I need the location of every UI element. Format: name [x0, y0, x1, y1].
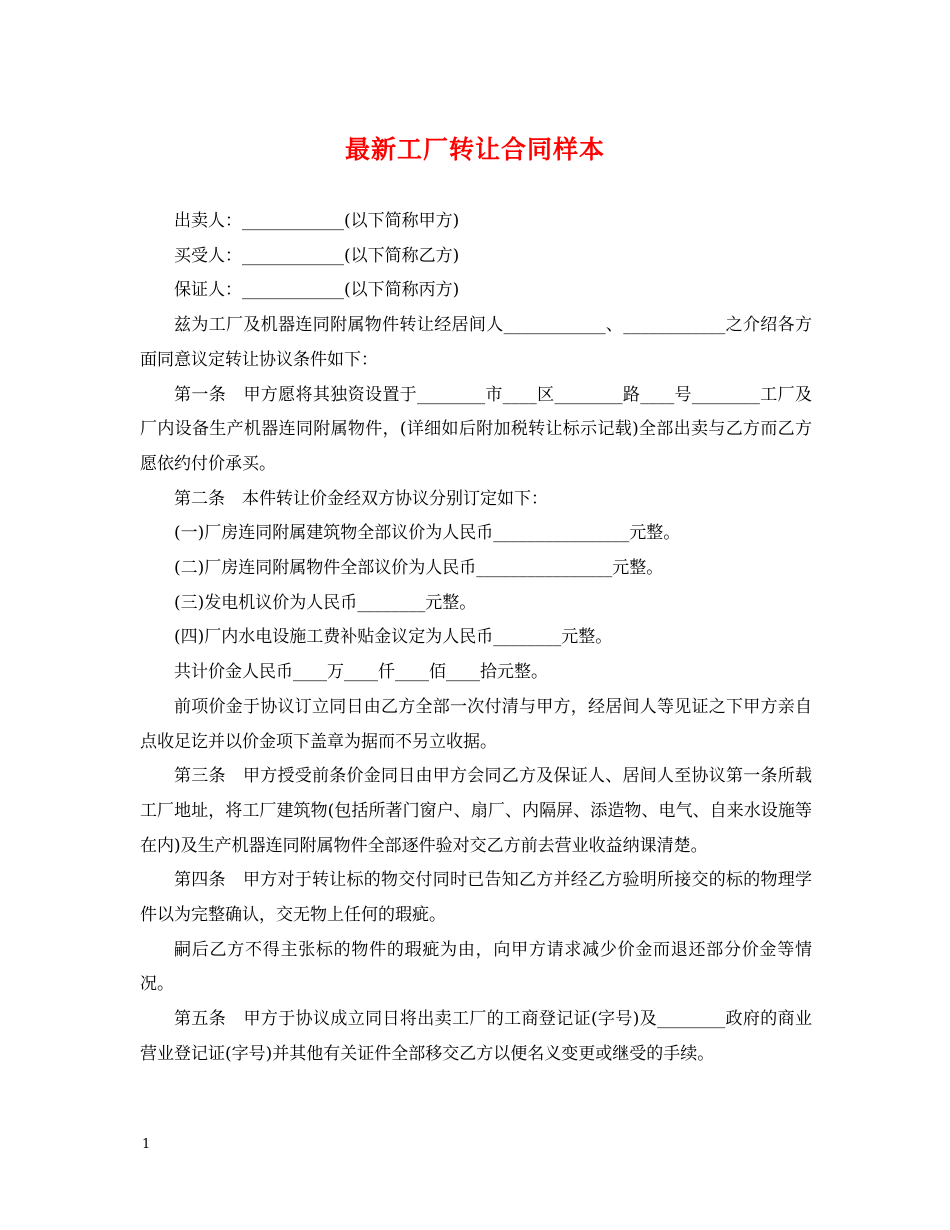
paragraph-price-item-1: (一)厂房连同附属建筑物全部议价为人民币________________元整。 [174, 523, 681, 544]
paragraph-price-item-4: (四)厂内水电设施工费补贴金议定为人民币________元整。 [174, 627, 613, 648]
paragraph-article-3: 第三条 甲方授受前条价金同日由甲方会同乙方及保证人、居间人至协议第一条所载工厂地址，将工厂建筑物(包括所著门窗户、扇厂、内隔屏、添造物、电气、自来水设施等在内)及生产机器连同附属物件全部逐件验对交乙方前去营业收益纳课清楚。 [140, 766, 812, 856]
paragraph-price-total: 共计价金人民币____万____仟____佰____拾元整。 [174, 662, 548, 683]
paragraph-article-2: 第二条 本件转让价金经双方协议分别订定如下： [174, 488, 548, 509]
paragraph-buyer: 买受人：____________(以下简称乙方) [174, 245, 460, 266]
paragraph-payment: 前项价金于协议订立同日由乙方全部一次付清与甲方，经居间人等见证之下甲方亲自点收足讫并以价金项下盖章为据而不另立收据。 [140, 696, 812, 752]
document-title: 最新工厂转让合同样本 [344, 135, 605, 164]
paragraph-article-5: 第五条 甲方于协议成立同日将出卖工厂的工商登记证(字号)及________政府的商业营业登记证(字号)并其他有关证件全部移交乙方以便名义变更或继受的手续。 [140, 1009, 812, 1064]
document-body [140, 204, 812, 1072]
paragraph-price-item-2: (二)厂房连同附属物件全部议价为人民币________________元整。 [174, 558, 664, 579]
paragraph-article-1: 第一条 甲方愿将其独资设置于________市____区________路____号________工厂及厂内设备生产机器连同附属物件，(详细如后附加税转让标示记载)全部出卖与乙方而乙方愿依约付价承买。 [140, 384, 812, 474]
paragraph-article-4: 第四条 甲方对于转让标的物交付同时已告知乙方并经乙方验明所接交的标的物理学件以为完整确认，交无物上任何的瑕疵。 [140, 870, 812, 926]
paragraph-defects: 嗣后乙方不得主张标的物件的瑕疵为由，向甲方请求减少价金而退还部分价金等情况。 [140, 939, 812, 995]
paragraph-intro: 兹为工厂及机器连同附属物件转让经居间人____________、____________之介绍各方面同意议定转让协议条件如下： [140, 315, 812, 370]
page-number: 1 [142, 1137, 151, 1152]
paragraph-seller: 出卖人：____________(以下简称甲方) [174, 211, 460, 231]
paragraph-guarantor: 保证人：____________(以下简称丙方) [174, 280, 460, 301]
paragraph-price-item-3: (三)发电机议价为人民币________元整。 [174, 592, 477, 613]
